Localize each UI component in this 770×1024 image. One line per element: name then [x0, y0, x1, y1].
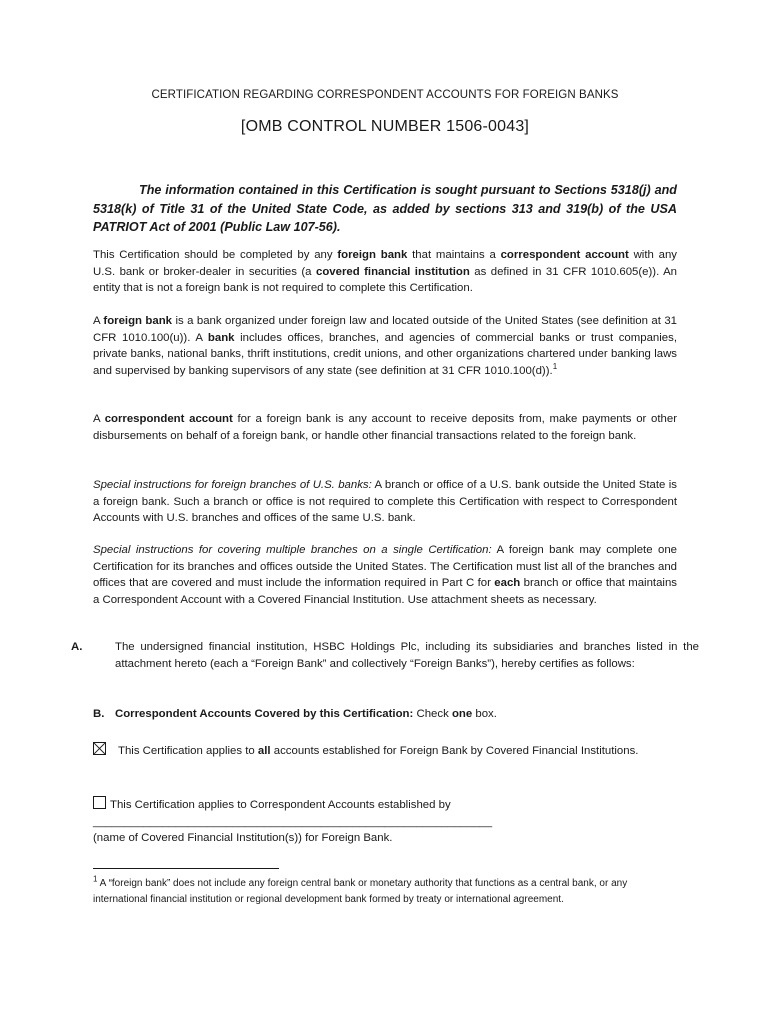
- paragraph-foreign-bank-definition: A foreign bank is a bank organized under foreign law and located outside of the United States (see definition at 31 CFR 1010.100(u)). A bank includes offices, branches, and agencies of commercial banks or trust companies, private banks, national banks, thrift institutions, credit unions, and other organizations chartered under banking laws and supervised by banking supervisors of any state (see definition at 31 CFR 1010.100(d)).$^1$: [93, 315, 678, 377]
- section-a-text: The undersigned financial institution, HSBC Holdings Plc, including its subsidiaries and branches listed in the attachment hereto (each a “Foreign Bank” and collectively “Foreign Banks”), hereby certifies as follows:: [115, 641, 699, 670]
- checkbox-specific-institutions[interactable]: [93, 796, 106, 809]
- footnote-ref: 1: [552, 361, 558, 371]
- section-b-label: B.: [93, 708, 105, 720]
- page-title: CERTIFICATION REGARDING CORRESPONDENT ACCOUNTS FOR FOREIGN BANKS: [151, 89, 619, 101]
- paragraph-completion: This Certification should be completed by any foreign bank that maintains a correspondent account with any U.S. bank or broker-dealer in securities (a covered financial institution as defined in 31 CFR 1010.605(e)). An entity that is not a foreign bank is not required to complete this Certification.: [93, 249, 678, 294]
- footnote-number: 1: [93, 874, 98, 884]
- omb-control-number: [OMB CONTROL NUMBER 1506-0043]: [240, 118, 530, 135]
- section-a-label: A.: [71, 641, 83, 653]
- option-specific-institutions: This Certification applies to Correspondent Accounts established by _______________________________________________________________ (name of Covered Financial Institution(s)) for Foreign Bank.: [93, 796, 677, 847]
- intro-paragraph: The information contained in this Certification is sought pursuant to Sections 5318(j) and 5318(k) of Title 31 of the United State Code, as added by sections 313 and 319(b) of the USA PATRIOT Act of 2001 (Public Law 107-56).: [93, 183, 677, 234]
- checkbox-all-accounts[interactable]: [93, 742, 106, 755]
- option-all-accounts: This Certification applies to all accounts established for Foreign Bank by Covered Financial Institutions.: [93, 742, 677, 760]
- section-a: [71, 639, 699, 672]
- paragraph-special-instructions-branches: Special instructions for foreign branches of U.S. banks: A branch or office of a U.S. bank outside the United State is a foreign bank. Such a branch or office is not required to complete this Certification with respect to Correspondent Accounts with U.S. branches and offices of the same U.S. bank.: [93, 479, 677, 524]
- footnote-separator: [93, 868, 279, 869]
- section-b-heading: B. Correspondent Accounts Covered by this Certification: Check one box.: [93, 706, 677, 723]
- footnote: $^1$ A “foreign bank” does not include any foreign central bank or monetary authority that functions as a central bank, or any international financial institution or regional development bank formed by treaty or international agreement.: [93, 874, 628, 905]
- paragraph-special-instructions-multiple: Special instructions for covering multiple branches on a single Certification: A foreign bank may complete one Certification for its branches and offices outside the United States. The Certification must list all of the branches and offices that are covered and must include the information required in Part C for each branch or office that maintains a Correspondent Account with a Covered Financial Institution. Use attachment sheets as necessary.: [93, 544, 677, 606]
- paragraph-correspondent-account-definition: A correspondent account for a foreign bank is any account to receive deposits from, make payments or other disbursements on behalf of a foreign bank, or handle other financial transactions related to the foreign bank.: [93, 413, 677, 442]
- institution-name-blank[interactable]: _______________________________________________________________: [93, 815, 493, 828]
